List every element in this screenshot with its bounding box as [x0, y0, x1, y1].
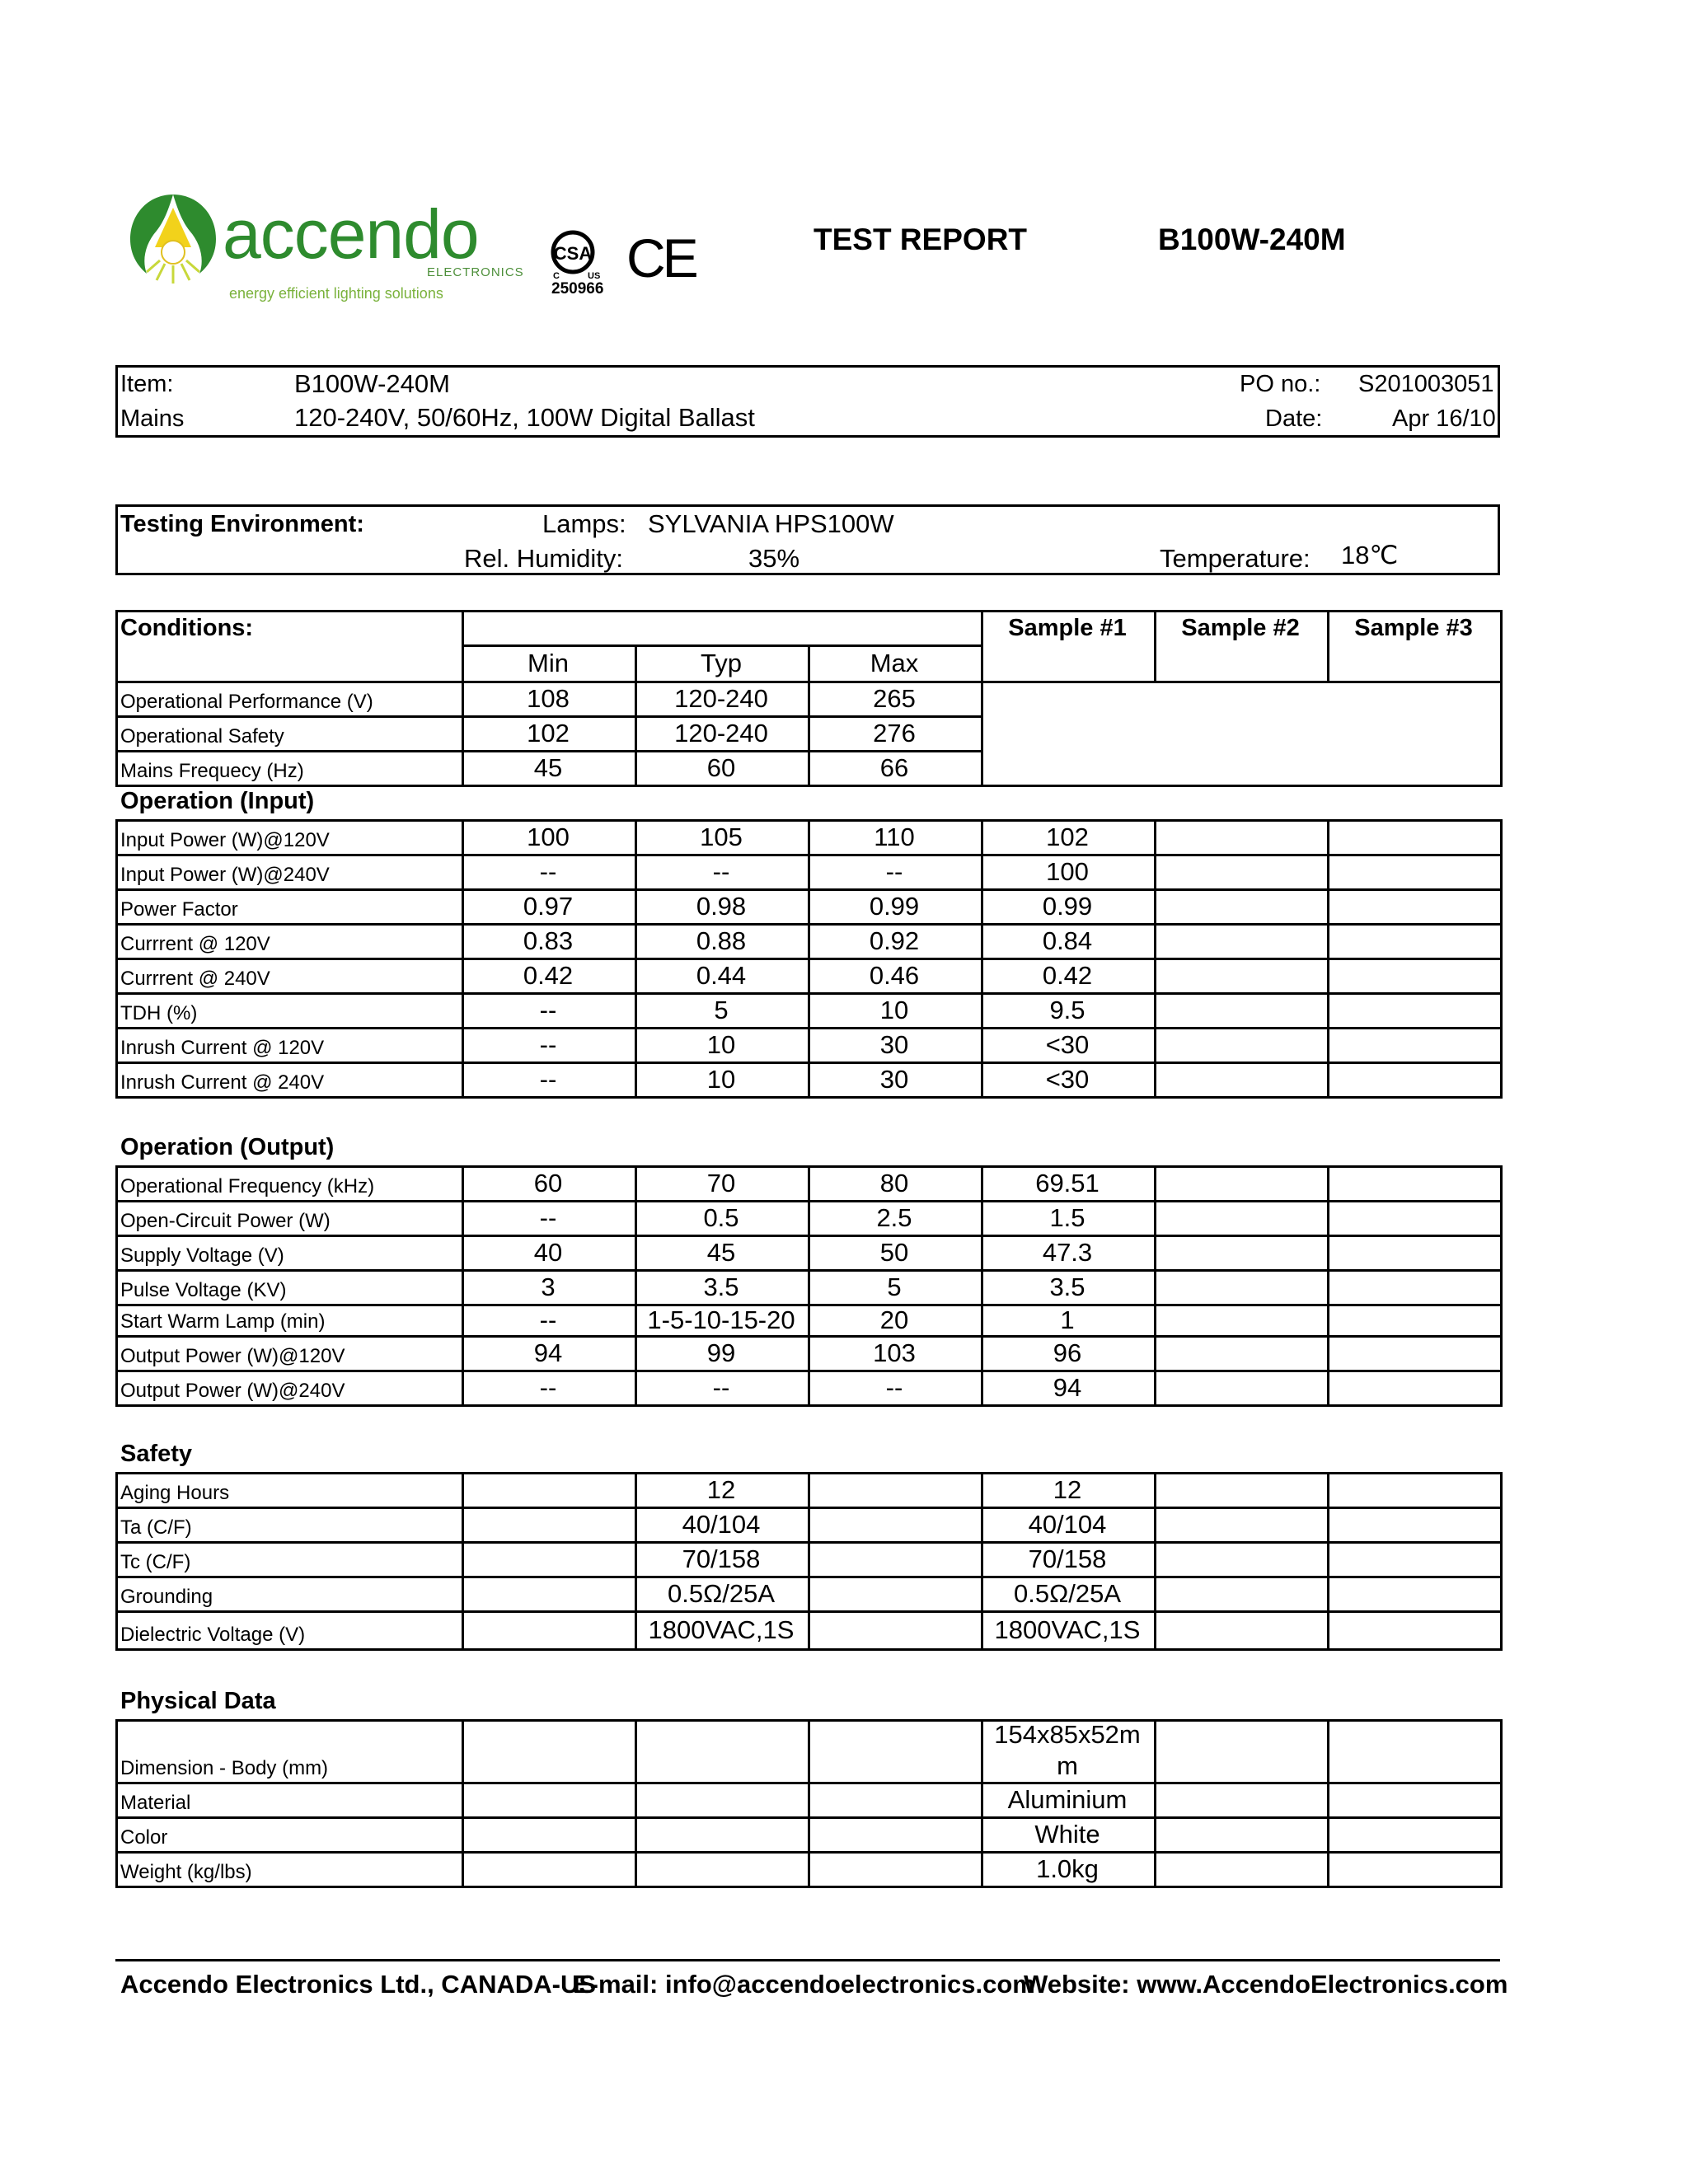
input-s1-cell: <30	[1045, 1029, 1090, 1059]
output-row-label: Start Warm Lamp (min)	[120, 1310, 326, 1333]
safety-s1-cell: 40/104	[1028, 1509, 1107, 1539]
safety-row-label: Aging Hours	[120, 1482, 230, 1504]
footer-divider	[115, 1959, 1500, 1961]
input-max-cell: 0.92	[869, 926, 920, 955]
input-row-label: Currrent @ 240V	[120, 968, 270, 990]
input-min-cell: 0.97	[523, 891, 574, 921]
table-rule	[981, 1719, 983, 1888]
table-rule	[115, 681, 118, 787]
input-min-cell: --	[539, 1029, 557, 1059]
output-min-cell: 40	[533, 1237, 563, 1267]
safety-s1-cell: 0.5Ω/25A	[1013, 1578, 1122, 1608]
table-rule	[1500, 819, 1503, 1099]
temperature-label: Temperature:	[1160, 544, 1311, 573]
output-row-label: Operational Frequency (kHz)	[120, 1175, 375, 1197]
output-min-cell: --	[539, 1372, 557, 1402]
output-row-label: Pulse Voltage (KV)	[120, 1279, 287, 1301]
table-rule	[1500, 1472, 1503, 1651]
table-rule	[115, 785, 983, 787]
section-title-safety: Safety	[120, 1441, 193, 1467]
safety-row-label: Tc (C/F)	[120, 1551, 191, 1573]
csa-c-text: C	[553, 271, 560, 281]
physical-row-label: Weight (kg/lbs)	[120, 1861, 252, 1883]
table-rule	[462, 819, 464, 1099]
input-min-cell: --	[539, 995, 557, 1024]
input-min-cell: --	[539, 856, 557, 886]
safety-typ-cell: 40/104	[682, 1509, 761, 1539]
table-rule	[981, 1165, 983, 1407]
condition-max-cell: 276	[873, 718, 916, 748]
input-row-label: Inrush Current @ 120V	[120, 1037, 325, 1059]
safety-typ-cell: 1800VAC,1S	[648, 1615, 795, 1644]
physical-row-label: Dimension - Body (mm)	[120, 1757, 329, 1779]
po-label: PO no.:	[1240, 371, 1321, 397]
table-rule	[808, 681, 810, 787]
input-s1-cell: 0.99	[1042, 891, 1093, 921]
table-rule	[462, 1165, 464, 1407]
table-rule	[462, 1719, 464, 1888]
output-max-cell: 2.5	[876, 1202, 912, 1232]
table-rule	[462, 681, 464, 787]
table-rule	[1500, 1165, 1503, 1407]
input-row-label: Inrush Current @ 240V	[120, 1071, 325, 1094]
table-rule	[1500, 610, 1503, 683]
condition-row-label: Operational Performance (V)	[120, 691, 373, 713]
output-typ-cell: --	[712, 1372, 730, 1402]
physical-s1-cell: White	[1034, 1819, 1100, 1849]
ce-mark: CE	[626, 227, 696, 288]
safety-row-label: Ta (C/F)	[120, 1516, 192, 1539]
safety-typ-cell: 70/158	[682, 1544, 761, 1573]
input-row-label: Input Power (W)@120V	[120, 829, 330, 851]
condition-min-cell: 108	[527, 683, 570, 713]
cert-number: 250966	[551, 280, 604, 298]
logo-tagline: energy efficient lighting solutions	[229, 285, 443, 302]
report-title: TEST REPORT	[814, 223, 1028, 256]
input-max-cell: --	[885, 856, 903, 886]
output-typ-cell: 0.5	[703, 1202, 739, 1232]
condition-typ-cell: 60	[706, 752, 736, 782]
col-header-sample-1: Sample #1	[1008, 615, 1127, 641]
mains-label: Mains	[120, 405, 185, 432]
table-rule	[115, 1472, 118, 1651]
input-typ-cell: --	[712, 856, 730, 886]
condition-row-label: Operational Safety	[120, 725, 284, 748]
output-max-cell: --	[885, 1372, 903, 1402]
safety-typ-cell: 12	[706, 1474, 736, 1504]
report-model: B100W-240M	[1158, 223, 1346, 256]
output-max-cell: 103	[873, 1338, 916, 1367]
table-rule	[635, 819, 637, 1099]
input-max-cell: 10	[879, 995, 909, 1024]
table-rule	[635, 681, 637, 787]
output-row-label: Output Power (W)@240V	[120, 1380, 345, 1402]
output-typ-cell: 3.5	[703, 1272, 739, 1301]
condition-row-label: Mains Frequecy (Hz)	[120, 760, 304, 782]
table-rule	[981, 1472, 983, 1651]
output-row-label: Open-Circuit Power (W)	[120, 1210, 331, 1232]
table-rule	[115, 610, 118, 683]
input-min-cell: 0.42	[523, 960, 574, 990]
output-s1-cell: 3.5	[1049, 1272, 1085, 1301]
input-max-cell: 0.46	[869, 960, 920, 990]
item-label: Item:	[120, 371, 174, 397]
safety-s1-cell: 1800VAC,1S	[994, 1615, 1141, 1644]
col-header-sample-2: Sample #2	[1181, 615, 1300, 641]
lamps-label: Lamps:	[542, 509, 626, 538]
csa-us-text: US	[588, 271, 601, 281]
output-max-cell: 5	[887, 1272, 902, 1301]
mains-value: 120-240V, 50/60Hz, 100W Digital Ballast	[294, 403, 755, 432]
safety-row-label: Grounding	[120, 1586, 213, 1608]
testing-environment-title: Testing Environment:	[120, 511, 364, 537]
footer-website: Website: www.AccendoElectronics.com	[1024, 1970, 1508, 1999]
output-max-cell: 80	[879, 1168, 909, 1197]
input-s1-cell: 9.5	[1049, 995, 1085, 1024]
output-row-label: Output Power (W)@120V	[120, 1345, 345, 1367]
input-row-label: Currrent @ 120V	[120, 933, 270, 955]
input-row-label: Power Factor	[120, 898, 238, 921]
output-s1-cell: 96	[1053, 1338, 1082, 1367]
output-max-cell: 20	[879, 1305, 909, 1334]
table-rule	[1500, 1719, 1503, 1888]
output-typ-cell: 70	[706, 1168, 736, 1197]
table-rule	[635, 1472, 637, 1651]
output-s1-cell: 47.3	[1042, 1237, 1093, 1267]
input-max-cell: 110	[874, 822, 915, 851]
section-title-physical: Physical Data	[120, 1688, 276, 1714]
table-rule	[462, 1472, 464, 1651]
input-row-label: TDH (%)	[120, 1002, 198, 1024]
table-rule	[115, 819, 118, 1099]
table-rule	[1500, 681, 1503, 787]
col-header-typ: Typ	[701, 648, 742, 677]
input-typ-cell: 10	[706, 1029, 736, 1059]
input-max-cell: 30	[879, 1064, 909, 1094]
input-typ-cell: 10	[706, 1064, 736, 1094]
table-rule	[1154, 1472, 1156, 1651]
footer-email: E-mail: info@accendoelectronics.com	[573, 1970, 1035, 1999]
footer-company: Accendo Electronics Ltd., CANADA-US	[120, 1970, 597, 1999]
physical-s1-cell: 154x85x52m m	[994, 1720, 1141, 1780]
conditions-header: Conditions:	[120, 615, 254, 641]
input-s1-cell: 0.42	[1042, 960, 1093, 990]
logo-wordmark: accendo	[223, 195, 479, 273]
input-min-cell: --	[539, 1064, 557, 1094]
table-rule	[981, 819, 983, 1099]
input-row-label: Input Power (W)@240V	[120, 864, 330, 886]
table-rule	[808, 1472, 810, 1651]
output-s1-cell: 69.51	[1035, 1168, 1100, 1197]
table-rule	[1154, 1719, 1156, 1888]
table-rule	[981, 681, 983, 787]
input-max-cell: 30	[879, 1029, 909, 1059]
table-rule	[981, 785, 1503, 787]
table-rule	[635, 1719, 637, 1888]
table-rule	[808, 1719, 810, 1888]
output-row-label: Supply Voltage (V)	[120, 1244, 284, 1267]
po-value: S201003051	[1358, 371, 1494, 397]
logo-subtitle: ELECTRONICS	[427, 265, 524, 279]
output-min-cell: --	[539, 1305, 557, 1334]
output-typ-cell: 1-5-10-15-20	[647, 1305, 795, 1334]
input-max-cell: 0.99	[869, 891, 920, 921]
output-s1-cell: 94	[1053, 1372, 1082, 1402]
date-label: Date:	[1265, 405, 1323, 432]
condition-min-cell: 45	[533, 752, 563, 782]
input-typ-cell: 0.88	[696, 926, 747, 955]
table-rule	[1154, 819, 1156, 1099]
input-s1-cell: 100	[1046, 856, 1089, 886]
input-min-cell: 0.83	[523, 926, 574, 955]
input-s1-cell: <30	[1045, 1064, 1090, 1094]
table-rule	[808, 1165, 810, 1407]
col-header-min: Min	[528, 648, 569, 677]
section-title-output: Operation (Output)	[120, 1134, 335, 1160]
output-s1-cell: 1.5	[1049, 1202, 1085, 1232]
output-typ-cell: 99	[706, 1338, 736, 1367]
input-typ-cell: 105	[700, 822, 743, 851]
safety-s1-cell: 12	[1053, 1474, 1082, 1504]
condition-typ-cell: 120-240	[674, 718, 768, 748]
humidity-value: 35%	[748, 544, 800, 573]
humidity-label: Rel. Humidity:	[464, 544, 623, 573]
table-rule	[808, 819, 810, 1099]
output-max-cell: 50	[879, 1237, 909, 1267]
input-min-cell: 100	[527, 822, 570, 851]
table-rule	[115, 610, 1503, 612]
item-value: B100W-240M	[294, 369, 450, 398]
input-s1-cell: 0.84	[1042, 926, 1093, 955]
input-typ-cell: 0.98	[696, 891, 747, 921]
physical-row-label: Color	[120, 1826, 168, 1849]
condition-typ-cell: 120-240	[674, 683, 768, 713]
input-typ-cell: 0.44	[696, 960, 747, 990]
table-rule	[1327, 819, 1329, 1099]
physical-s1-cell: 1.0kg	[1036, 1854, 1099, 1883]
output-s1-cell: 1	[1060, 1305, 1075, 1334]
lamps-value: SYLVANIA HPS100W	[648, 509, 894, 538]
table-rule	[115, 1719, 118, 1888]
date-value: Apr 16/10	[1392, 405, 1496, 432]
safety-typ-cell: 0.5Ω/25A	[667, 1578, 776, 1608]
col-header-max: Max	[870, 648, 919, 677]
output-min-cell: 3	[541, 1272, 556, 1301]
table-rule	[1154, 1165, 1156, 1407]
condition-max-cell: 265	[873, 683, 916, 713]
physical-row-label: Material	[120, 1792, 191, 1814]
table-rule	[115, 1165, 118, 1407]
table-rule	[1327, 1719, 1329, 1888]
condition-min-cell: 102	[527, 718, 570, 748]
table-rule	[635, 1165, 637, 1407]
section-title-input: Operation (Input)	[120, 788, 315, 814]
csa-mark-text: CSA	[553, 243, 593, 264]
physical-s1-cell: Aluminium	[1007, 1784, 1128, 1814]
table-rule	[1327, 1165, 1329, 1407]
safety-row-label: Dielectric Voltage (V)	[120, 1624, 306, 1646]
temperature-value: 18℃	[1341, 541, 1399, 569]
col-header-sample-3: Sample #3	[1354, 615, 1473, 641]
output-min-cell: 94	[533, 1338, 563, 1367]
output-min-cell: --	[539, 1202, 557, 1232]
input-typ-cell: 5	[714, 995, 729, 1024]
input-s1-cell: 102	[1046, 822, 1089, 851]
condition-max-cell: 66	[879, 752, 909, 782]
table-rule	[1327, 1472, 1329, 1651]
output-min-cell: 60	[533, 1168, 563, 1197]
output-typ-cell: 45	[706, 1237, 736, 1267]
safety-s1-cell: 70/158	[1028, 1544, 1107, 1573]
